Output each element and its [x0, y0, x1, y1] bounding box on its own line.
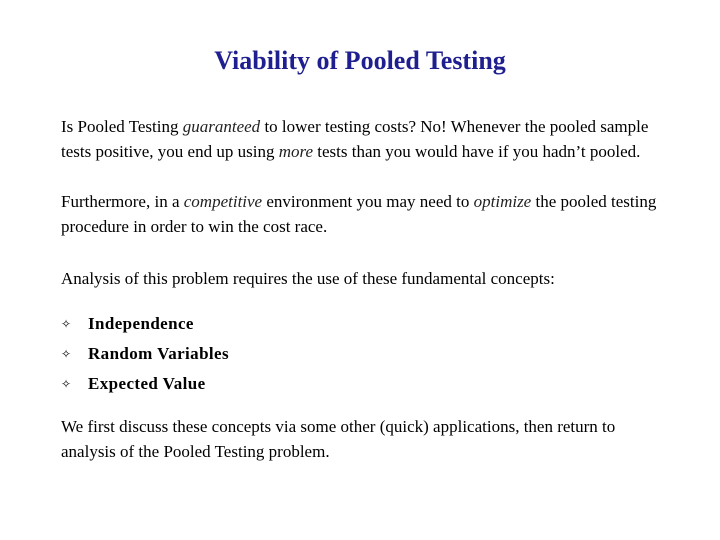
- list-item-label: Random Variables: [88, 344, 230, 363]
- slide-title: Viability of Pooled Testing: [214, 46, 506, 75]
- paragraph-next-steps: We first discuss these concepts via some other (quick) applications, then return to analysis of the Pooled Testing problem.: [61, 417, 616, 461]
- list-item-label: Expected Value: [88, 374, 206, 393]
- text-span: Furthermore, in a: [61, 192, 184, 211]
- paragraph-competitive: [61, 189, 661, 239]
- list-item: [61, 339, 461, 369]
- list-item: [61, 369, 461, 399]
- emphasis-guaranteed: guaranteed: [182, 117, 261, 136]
- diamond-bullet-icon: ✧: [61, 376, 72, 391]
- emphasis-more: more: [278, 142, 314, 161]
- diamond-bullet-icon: ✧: [61, 316, 72, 331]
- concept-list: [61, 309, 461, 399]
- paragraph-pooled-cost: [61, 114, 661, 164]
- text-span: Is Pooled Testing: [61, 117, 183, 136]
- list-item-label: Independence: [88, 314, 194, 333]
- emphasis-optimize: optimize: [473, 192, 532, 211]
- text-span: to lower testing costs? No! Whenever the pooled sample tests positive, you end up using: [61, 117, 649, 161]
- emphasis-competitive: competitive: [183, 192, 263, 211]
- text-span: the pooled testing procedure in order to win the cost race.: [61, 192, 657, 236]
- diamond-bullet-icon: ✧: [61, 346, 72, 361]
- text-span: tests than you would have if you hadn’t pooled.: [313, 142, 641, 161]
- text-span: environment you may need to: [262, 192, 474, 211]
- list-item: [61, 309, 461, 339]
- paragraph-concepts-intro: Analysis of this problem requires the use of these fundamental concepts:: [61, 269, 555, 288]
